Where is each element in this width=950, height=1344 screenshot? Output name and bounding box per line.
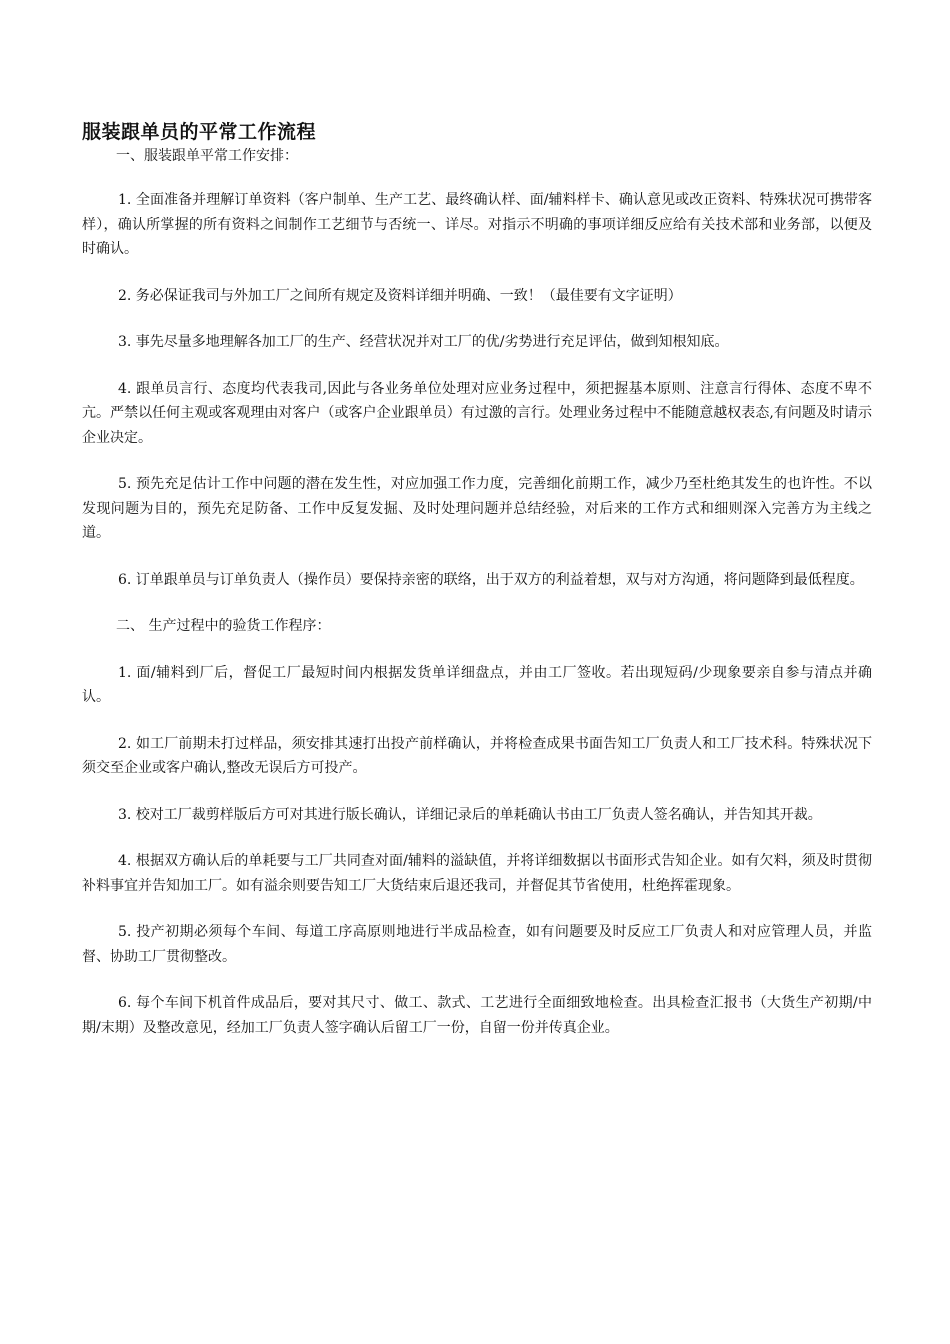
section-2-item-1: 1. 面/辅料到厂后，督促工厂最短时间内根据发货单详细盘点，并由工厂签收。若出现短码/少现象要亲自参与清点并确认。 [82, 664, 872, 705]
section-1-item-6: 6. 订单跟单员与订单负责人（操作员）要保持亲密的联络，出于双方的利益着想，双与对方沟通，将问题降到最低程度。 [118, 571, 864, 588]
section-2-item-6: 6. 每个车间下机首件成品后，要对其尺寸、做工、款式、工艺进行全面细致地检查。出具检查汇报书（大货生产初期/中期/末期）及整改意见，经加工厂负责人签字确认后留工厂一份，自留一份并传真企业。 [82, 995, 872, 1036]
document-title: 服装跟单员的平常工作流程 [82, 121, 317, 143]
section-2-item-3: 3. 校对工厂裁剪样版后方可对其进行版长确认，详细记录后的单耗确认书由工厂负责人签名确认，并告知其开裁。 [118, 806, 822, 823]
document-page [82, 120, 872, 1040]
section-heading-daily-work: 一、服装跟单平常工作安排： [116, 148, 298, 164]
section-heading-inspection: 二、 生产过程中的验货工作程序： [116, 618, 331, 634]
section-2-item-4: 4. 根据双方确认后的单耗要与工厂共同查对面/辅料的溢缺值，并将详细数据以书面形式告知企业。如有欠料，须及时贯彻补料事宜并告知加工厂。如有溢余则要告知工厂大货结束后退还我司，并督促其节省使用，杜绝挥霍现象。 [82, 853, 872, 894]
section-2-item-2: 2. 如工厂前期未打过样品，须安排其速打出投产前样确认，并将检查成果书面告知工厂负责人和工厂技术科。特殊状况下须交至企业或客户确认,整改无误后方可投产。 [82, 735, 872, 776]
section-2-item-5: 5. 投产初期必须每个车间、每道工序高原则地进行半成品检查，如有问题要及时反应工厂负责人和对应管理人员，并监督、协助工厂贯彻整改。 [82, 924, 872, 965]
section-1-item-4: 4. 跟单员言行、态度均代表我司,因此与各业务单位处理对应业务过程中，须把握基本原则、注意言行得体、态度不卑不亢。严禁以任何主观或客观理由对客户（或客户企业跟单员）有过激的言行。处理业务过程中不能随意越权表态,有问题及时请示企业决定。 [82, 380, 872, 446]
section-1-item-2: 2. 务必保证我司与外加工厂之间所有规定及资料详细并明确、一致！（最佳要有文字证明） [118, 287, 682, 304]
section-1-item-1: 1. 全面准备并理解订单资料（客户制单、生产工艺、最终确认样、面/辅料样卡、确认意见或改正资料、特殊状况可携带客样），确认所掌握的所有资料之间制作工艺细节与否统一、详尽。对指示不明确的事项详细反应给有关技术部和业务部，以便及时确认。 [82, 192, 872, 257]
section-1-item-3: 3. 事先尽量多地理解各加工厂的生产、经营状况并对工厂的优/劣势进行充足评估，做到知根知底。 [118, 334, 729, 350]
section-1-item-5: 5. 预先充足估计工作中问题的潜在发生性，对应加强工作力度，完善细化前期工作，减少乃至杜绝其发生的也许性。不以发现问题为目的，预先充足防备、工作中反复发掘、及时处理问题并总结经验，对后来的工作方式和细则深入完善方为主线之道。 [82, 476, 872, 541]
